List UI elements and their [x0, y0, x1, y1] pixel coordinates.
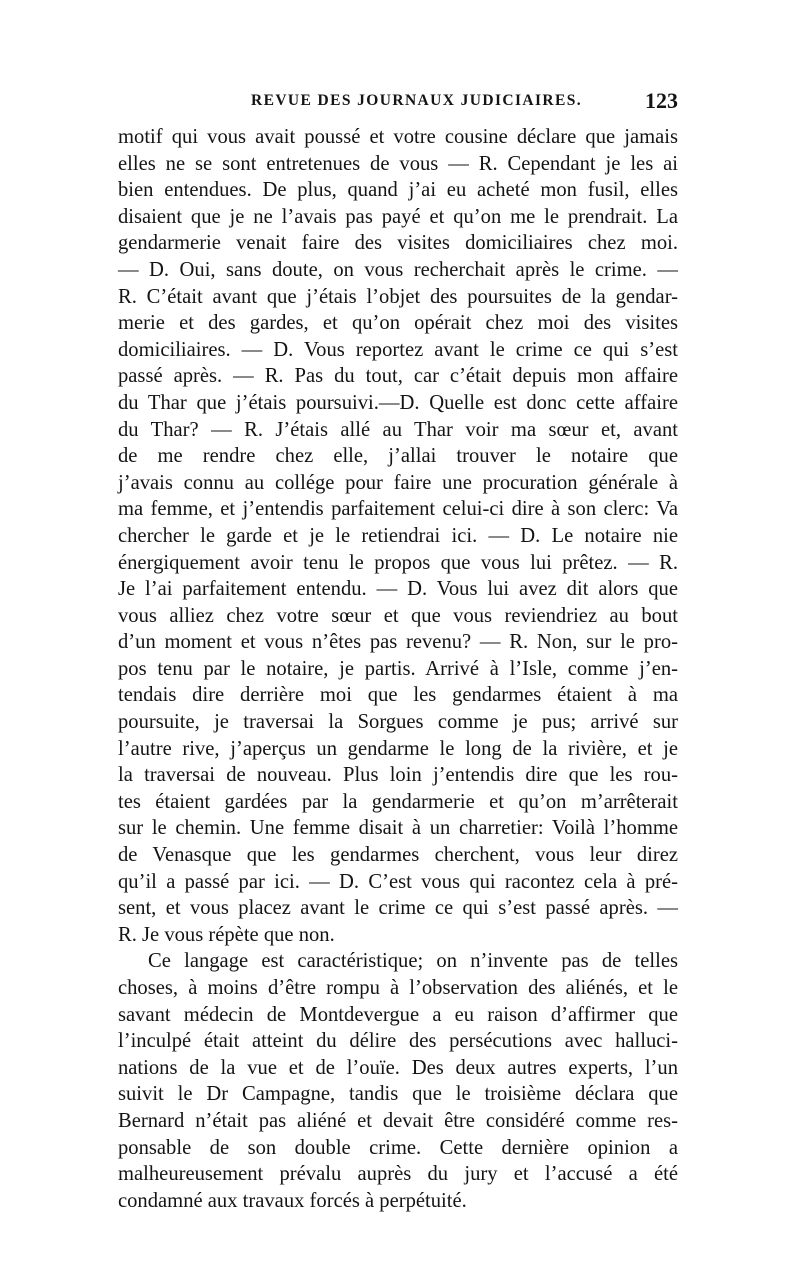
- text-line: de me rendre chez elle, j’allai trouver le notaire que: [118, 445, 678, 468]
- text-line: chercher le garde et je le retiendrai ici. — D. Le notaire nie: [118, 524, 678, 547]
- text-line: l’inculpé était atteint du délire des persécutions avec halluci-: [118, 1030, 678, 1053]
- text-line: la traversai de nouveau. Plus loin j’entendis dire que les rou-: [118, 764, 678, 787]
- text-line: j’avais connu au collége pour faire une procuration générale à: [118, 471, 678, 494]
- text-line: qu’il a passé par ici. — D. C’est vous qui racontez cela à pré-: [118, 870, 678, 893]
- body-text: [118, 124, 678, 1214]
- text-line: d’un moment et vous n’êtes pas revenu? — R. Non, sur le pro-: [118, 631, 678, 654]
- text-line: domiciliaires. — D. Vous reportez avant le crime ce qui s’est: [118, 338, 678, 361]
- text-line: R. C’était avant que j’étais l’objet des poursuites de la gendar-: [118, 285, 678, 308]
- text-line: sent, et vous placez avant le crime ce qui s’est passé après. —: [118, 897, 678, 920]
- text-line: tendais dire derrière moi que les gendarmes étaient à ma: [118, 684, 678, 707]
- text-line: ma femme, et j’entendis parfaitement celui-ci dire à son clerc: Va: [118, 498, 678, 521]
- page-number: 123: [645, 88, 678, 113]
- text-line: R. Je vous répète que non.: [118, 923, 335, 946]
- text-line: merie et des gardes, et qu’on opérait chez moi des visites: [118, 312, 678, 335]
- text-line: pos tenu par le notaire, je partis. Arrivé à l’Isle, comme j’en-: [118, 657, 678, 680]
- text-line: Je l’ai parfaitement entendu. — D. Vous lui avez dit alors que: [118, 578, 678, 601]
- text-line: tes étaient gardées par la gendarmerie et qu’on m’arrêterait: [118, 790, 678, 813]
- running-title: REVUE DES JOURNAUX JUDICIAIRES.: [251, 92, 583, 109]
- text-line: suivit le Dr Campagne, tandis que le troisième déclara que: [118, 1083, 678, 1106]
- text-line: sur le chemin. Une femme disait à un charretier: Voilà l’homme: [118, 817, 678, 840]
- paragraph-first-line: Ce langage est caractéristique; on n’invente pas de telles: [148, 950, 678, 973]
- text-line: ponsable de son double crime. Cette dernière opinion a: [118, 1136, 678, 1159]
- text-line: l’autre rive, j’aperçus un gendarme le long de la rivière, et je: [118, 737, 678, 760]
- text-line: condamné aux travaux forcés à perpétuité.: [118, 1189, 467, 1212]
- text-line: nations de la vue et de l’ouïe. Des deux autres experts, l’un: [118, 1056, 678, 1079]
- text-line: poursuite, je traversai la Sorgues comme je pus; arrivé sur: [118, 711, 678, 734]
- text-line: du Thar que j’étais poursuivi.—D. Quelle est donc cette affaire: [118, 391, 678, 414]
- text-line: malheureusement prévalu auprès du jury et l’accusé a été: [118, 1163, 678, 1186]
- text-line: gendarmerie venait faire des visites domiciliaires chez moi.: [118, 232, 678, 255]
- text-line: disaient que je ne l’avais pas payé et qu’on me le prendrait. La: [118, 205, 678, 228]
- text-line: choses, à moins d’être rompu à l’observation des aliénés, et le: [118, 977, 678, 999]
- text-line: du Thar? — R. J’étais allé au Thar voir ma sœur et, avant: [118, 418, 678, 441]
- text-line: passé après. — R. Pas du tout, car c’était depuis mon affaire: [118, 365, 678, 388]
- text-line: vous alliez chez votre sœur et que vous reviendriez au bout: [118, 604, 678, 627]
- text-line: motif qui vous avait poussé et votre cousine déclare que jamais: [118, 126, 678, 148]
- text-line: elles ne se sont entretenues de vous — R. Cependant je les ai: [118, 152, 678, 175]
- running-head: [118, 88, 678, 118]
- text-line: bien entendues. De plus, quand j’ai eu acheté mon fusil, elles: [118, 179, 678, 202]
- text-line: Bernard n’était pas aliéné et devait être considéré comme res-: [118, 1109, 678, 1132]
- text-line: — D. Oui, sans doute, on vous recherchait après le crime. —: [118, 258, 678, 281]
- text-line: savant médecin de Montdevergue a eu raison d’affirmer que: [118, 1003, 678, 1026]
- text-line: énergiquement avoir tenu le propos que vous lui prêtez. — R.: [118, 551, 678, 574]
- text-line: de Venasque que les gendarmes cherchent, vous leur direz: [118, 844, 678, 867]
